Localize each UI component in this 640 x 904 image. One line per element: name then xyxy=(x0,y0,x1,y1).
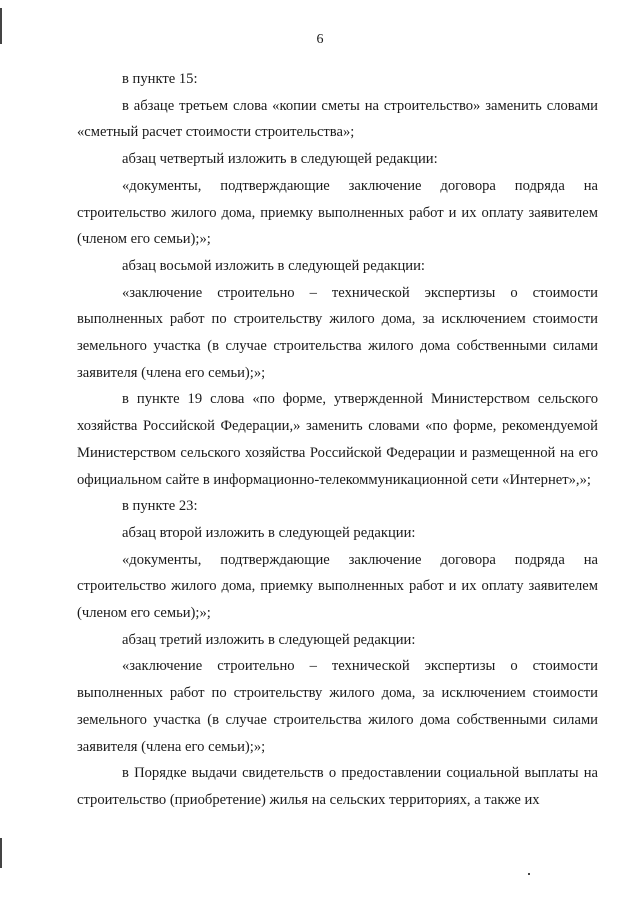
scan-edge-mark-bottom xyxy=(0,838,2,868)
scan-speck xyxy=(528,873,530,875)
paragraph-11: абзац третий изложить в следующей редакции: xyxy=(122,631,416,648)
paragraph-8: в пункте 23: xyxy=(122,498,198,515)
paragraph-7: в пункте 19 слова «по форме, утвержденной Министерством сельского хозяйства Российской Федерации,» заменить словами «по форме, рекомендуемой Министерством сельского хозяйства Российской Федерации и размещенной на его официальном сайте в информационно-телекоммуникационной сети «Интернет»,»; xyxy=(77,391,598,488)
paragraph-1: в пункте 15: xyxy=(122,71,198,87)
page-number: 6 xyxy=(316,32,324,47)
paragraph-12: «заключение строительно – технической экспертизы о стоимости выполненных работ по строительству жилого дома, за исключением стоимости земельного участка (в случае строительства жилого дома собственными силами заявителя (члена его семьи);»; xyxy=(77,658,598,755)
document-body xyxy=(77,66,598,814)
paragraph-13: в Порядке выдачи свидетельств о предоставлении социальной выплаты на строительство (приобретение) жилья на сельских территориях, а также их xyxy=(77,765,598,808)
paragraph-6: «заключение строительно – технической экспертизы о стоимости выполненных работ по строительству жилого дома, за исключением стоимости земельного участка (в случае строительства жилого дома собственными силами заявителя (члена его семьи);»; xyxy=(77,284,598,381)
paragraph-5: абзац восьмой изложить в следующей редакции: xyxy=(122,257,425,274)
scan-edge-mark-top xyxy=(0,8,2,44)
paragraph-2: в абзаце третьем слова «копии сметы на строительство» заменить словами «сметный расчет стоимости строительства»; xyxy=(77,97,598,141)
paragraph-3: абзац четвертый изложить в следующей редакции: xyxy=(122,151,438,168)
paragraph-10: «документы, подтверждающие заключение договора подряда на строительство жилого дома, приемку выполненных работ и их оплату заявителем (членом его семьи);»; xyxy=(77,551,598,622)
paragraph-9: абзац второй изложить в следующей редакции: xyxy=(122,524,416,541)
paragraph-4: «документы, подтверждающие заключение договора подряда на строительство жилого дома, приемку выполненных работ и их оплату заявителем (членом его семьи);»; xyxy=(77,177,598,248)
